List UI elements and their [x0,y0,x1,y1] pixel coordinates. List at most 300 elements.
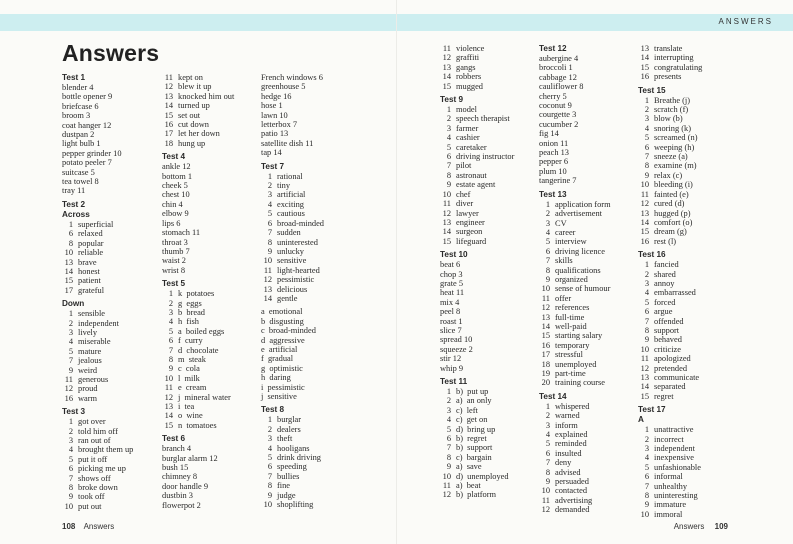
item-text: unlucky [277,246,304,256]
answer-item [440,72,514,81]
item-text: spread 10 [440,335,473,345]
answer-item [539,411,611,420]
answer-item [440,190,514,199]
item-text: f gradual [261,354,294,364]
item-text: informal [654,472,683,482]
answer-section [62,200,133,295]
answer-item [440,227,514,236]
item-number: 6 [644,472,649,482]
item-text: burglar alarm 12 [162,453,218,463]
answer-item [539,219,611,228]
answer-item [162,383,234,392]
answer-item [440,161,514,170]
item-text: d aggressive [261,335,305,345]
answer-item [62,102,133,111]
answer-section [261,307,324,401]
item-text: artificial [277,190,306,200]
item-text: knocked him out [178,91,235,101]
item-number: 13 [64,257,73,267]
answer-item [539,303,611,312]
item-text: inform [555,420,578,430]
answer-item [62,229,133,238]
item-number: 4 [168,317,173,327]
item-number: 16 [640,236,649,246]
item-text: light-hearted [277,265,320,275]
item-number: 14 [164,411,173,421]
item-text: wrist 8 [162,265,186,275]
item-number: 11 [442,199,451,209]
item-number: 7 [168,345,173,355]
answer-section [638,405,702,519]
item-text: honest [78,266,100,276]
item-text: separated [654,382,686,392]
item-number: 2 [68,426,73,436]
item-text: reliable [78,248,104,258]
answer-item [539,200,611,209]
test-heading: Test 16 [638,250,666,260]
answer-item [638,435,702,444]
item-text: mugged [456,81,483,91]
item-text: rational [277,171,303,181]
answer-item [62,356,133,365]
item-text: whip 9 [440,363,464,373]
answer-item [638,237,702,246]
item-text: offended [654,316,684,326]
answer-item [162,501,234,510]
answer-item [440,425,514,434]
answer-section [539,392,611,515]
item-text: Breathe (j) [654,95,691,105]
answer-item [261,181,324,190]
item-text: tap 14 [261,148,282,158]
answer-item [261,139,324,148]
answer-item [261,111,324,120]
answer-section [62,407,133,511]
answer-item [539,421,611,430]
answer-item [539,209,611,218]
answer-item [638,382,702,391]
item-text: interview [555,237,587,247]
answer-item [162,209,234,218]
item-text: astronaut [456,170,487,180]
answer-item [162,73,234,82]
item-text: superficial [78,219,114,229]
item-number: 3 [545,420,550,430]
item-text: a) beat [456,481,481,491]
answer-item [162,393,234,402]
answer-item [162,299,234,308]
answer-item [261,247,324,256]
answer-section [440,44,514,91]
answer-item [162,482,234,491]
item-text: shared [654,269,676,279]
answer-item [62,220,133,229]
answer-item [261,148,324,157]
item-text: f curry [178,336,203,346]
item-text: d) unemployed [456,471,509,481]
item-text: sneeze (a) [654,152,688,162]
answer-item [261,345,324,354]
item-text: waist 2 [162,256,186,266]
item-number: 11 [541,495,550,505]
answer-item [62,502,133,511]
answer-item [440,143,514,152]
answer-item [261,415,324,424]
answer-item [638,227,702,236]
test-heading: Test 11 [440,377,468,386]
item-number: 13 [164,91,173,101]
item-number: 8 [644,325,649,335]
item-text: d) bring up [456,424,496,434]
item-text: diver [456,199,474,209]
answer-item [62,276,133,285]
item-number: 19 [541,369,550,378]
item-text: tray 11 [62,186,86,196]
answer-section [539,44,611,186]
item-number: 18 [164,138,173,148]
item-number: 12 [164,82,173,92]
item-number: 7 [446,161,451,171]
item-number: 6 [644,307,649,317]
item-number: 14 [64,266,73,276]
item-text: advertisement [555,209,602,219]
answer-section [638,250,702,401]
answer-item [638,209,702,218]
answer-item [261,462,324,471]
answer-item [440,124,514,133]
item-number: 5 [644,462,649,472]
item-text: whispered [555,401,590,411]
item-text: tea towel 8 [62,177,99,187]
item-number: 10 [164,373,173,383]
item-number: 3 [168,307,173,317]
item-number: 1 [68,219,73,229]
item-text: explained [555,430,588,440]
item-text: turned up [178,101,210,111]
item-number: 12 [541,303,550,313]
item-text: plum 10 [539,166,567,176]
answer-item [440,114,514,123]
item-text: temporary [555,340,590,350]
item-text: put it off [78,454,108,464]
item-text: onion 11 [539,138,569,148]
item-number: 12 [64,384,73,394]
item-text: kept on [178,73,203,82]
item-text: shoplifting [277,500,314,510]
answer-item [62,267,133,276]
item-text: suitcase 5 [62,167,95,177]
item-text: generous [78,374,109,384]
answer-item [440,270,514,279]
item-text: tangerine 7 [539,176,577,186]
item-text: warned [555,411,580,421]
item-text: CV [555,218,567,228]
answer-item [62,427,133,436]
item-number: 15 [164,420,173,430]
item-text: coat hanger 12 [62,120,112,130]
test-heading: Test 12 [539,44,567,53]
item-number: 7 [446,443,451,453]
answer-item [539,284,611,293]
item-text: a) an only [456,396,492,406]
item-number: 5 [644,133,649,143]
item-text: bottom 1 [162,171,193,181]
item-text: hedge 16 [261,91,292,101]
item-text: graffiti [456,53,480,63]
item-text: patio 13 [261,129,289,139]
answer-item [261,336,324,345]
item-text: broke down [78,483,118,493]
answer-item [638,133,702,142]
item-text: examine (m) [654,161,697,171]
answer-column-4 [440,44,514,504]
item-number: 6 [168,336,173,346]
answer-section [62,73,133,196]
item-text: presents [654,72,682,82]
item-text: fine [277,481,291,491]
item-number: 10 [640,180,649,190]
item-number: 16 [541,340,550,350]
item-text: cured (d) [654,199,685,209]
answer-item [440,133,514,142]
item-number: 13 [263,284,272,294]
item-number: 6 [545,246,550,256]
answer-item [162,120,234,129]
item-text: uninteresting [654,491,698,501]
answer-item [162,190,234,199]
item-number: 8 [446,452,451,462]
item-number: 15 [640,62,649,72]
item-text: persuaded [555,477,589,487]
item-text: lawn 10 [261,110,288,120]
item-text: cherry 5 [539,91,567,101]
answer-item [440,415,514,424]
answer-item [638,298,702,307]
item-text: roast 1 [440,316,463,326]
item-number: 7 [545,256,550,266]
item-text: j mineral water [178,392,231,402]
item-text: gangs [456,62,476,72]
item-text: hugged (p) [654,208,691,218]
answer-item [638,270,702,279]
answer-item [261,219,324,228]
item-number: 12 [442,490,451,500]
item-text: miserable [78,337,111,347]
answer-item [440,288,514,297]
answer-item [261,238,324,247]
item-number: 4 [68,445,73,455]
answer-item [162,139,234,148]
item-number: 3 [644,278,649,288]
answer-item [638,335,702,344]
item-text: chimney 8 [162,472,198,482]
answer-item [638,218,702,227]
item-text: independent [78,318,119,328]
test-heading: Test 2 [62,199,86,209]
item-number: 4 [446,415,451,425]
page-title: Answers [62,40,160,66]
item-number: 14 [442,72,451,82]
answer-item [638,143,702,152]
subheading: A [638,415,644,425]
answer-item [539,120,611,129]
item-text: g optimistic [261,363,303,373]
item-text: organized [555,274,588,284]
item-number: 8 [545,467,550,477]
item-text: offer [555,293,572,303]
item-text: stomach 11 [162,228,201,238]
item-text: b) platform [456,490,497,500]
answer-item [440,199,514,208]
item-number: 10 [64,501,73,511]
item-number: 10 [541,284,550,294]
item-text: relaxed [78,229,103,239]
answer-item [62,111,133,120]
answer-item [162,129,234,138]
item-text: e cream [178,383,207,393]
item-number: 10 [263,256,272,266]
answer-item [539,247,611,256]
answer-item [261,472,324,481]
item-number: 4 [545,227,550,237]
item-text: b disgusting [261,316,304,326]
answer-item [539,341,611,350]
item-number: 11 [263,265,272,275]
answer-item [539,313,611,322]
item-text: unattractive [654,425,694,435]
item-number: 6 [644,142,649,152]
item-text: well-paid [555,321,587,331]
item-number: 10 [263,500,272,510]
answer-item [162,374,234,383]
answer-item [261,200,324,209]
item-number: 4 [68,337,73,347]
item-text: flowerpot 2 [162,500,201,510]
item-text: mature [78,346,102,356]
answer-item [539,110,611,119]
item-text: potato peeler 7 [62,158,112,168]
answer-item [162,289,234,298]
item-text: bottle opener 9 [62,92,113,102]
item-text: c) left [456,405,478,415]
answer-section [261,405,324,509]
item-text: set out [178,110,201,120]
answer-item [539,54,611,63]
answer-item [638,482,702,491]
answer-item [539,176,611,185]
item-number: 7 [68,473,73,483]
answer-item [539,129,611,138]
item-text: unhealthy [654,481,688,491]
answer-item [638,44,702,53]
answer-item [62,319,133,328]
item-number: 14 [640,217,649,227]
answer-item [62,384,133,393]
item-text: screamed (n) [654,133,698,143]
item-text: l milk [178,373,200,383]
item-text: i tea [178,402,195,411]
answer-item [440,453,514,462]
item-text: hung up [178,138,206,148]
item-text: independent [654,444,695,454]
item-text: burglar [277,415,302,425]
item-text: c) bargain [456,452,492,462]
item-text: pessimistic [277,275,315,285]
item-text: blender 4 [62,83,94,92]
answer-item [440,443,514,452]
answer-item [440,354,514,363]
answer-item [638,105,702,114]
item-text: speech therapist [456,114,510,124]
answer-item [162,111,234,120]
answer-item [440,396,514,405]
answer-item [539,101,611,110]
item-number: 9 [168,364,173,374]
answer-item [162,181,234,190]
item-text: reminded [555,439,587,449]
answer-item [62,375,133,384]
item-number: 9 [446,180,451,190]
item-number: 9 [68,365,73,375]
item-number: 15 [640,391,649,401]
item-number: 14 [164,101,173,111]
item-text: regret [654,391,674,401]
item-text: starting salary [555,331,603,341]
item-number: 8 [267,237,272,247]
item-text: got over [78,417,106,427]
answer-item [162,355,234,364]
answer-item [162,491,234,500]
item-number: 8 [168,354,173,364]
item-number: 15 [442,81,451,91]
item-number: 2 [267,424,272,434]
answer-item [62,309,133,318]
item-text: h fish [178,317,199,327]
answer-item [539,256,611,265]
answer-item [440,152,514,161]
item-text: snoring (k) [654,123,691,133]
page-number-left: 108 [62,522,76,531]
item-number: 15 [640,227,649,237]
item-text: caretaker [456,142,487,152]
answer-item [440,481,514,490]
item-number: 8 [68,238,73,248]
answer-item [162,266,234,275]
item-text: French windows 6 [261,73,323,82]
answer-item [638,199,702,208]
item-text: hose 1 [261,101,283,111]
test-heading: Test 8 [261,405,285,415]
item-number: 8 [644,491,649,501]
item-text: grate 5 [440,278,464,288]
answer-item [62,83,133,92]
answer-item [62,149,133,158]
answer-section [440,250,514,373]
item-text: violence [456,44,485,53]
item-number: 13 [442,62,451,72]
answer-item [261,425,324,434]
item-text: bleeding (i) [654,180,693,190]
item-number: 16 [164,120,173,130]
item-number: 15 [164,110,173,120]
answer-item [261,82,324,91]
answer-item [440,364,514,373]
item-text: demanded [555,505,590,515]
item-text: dream (g) [654,227,687,237]
answer-item [539,73,611,82]
item-number: 8 [644,161,649,171]
item-text: farmer [456,123,479,133]
